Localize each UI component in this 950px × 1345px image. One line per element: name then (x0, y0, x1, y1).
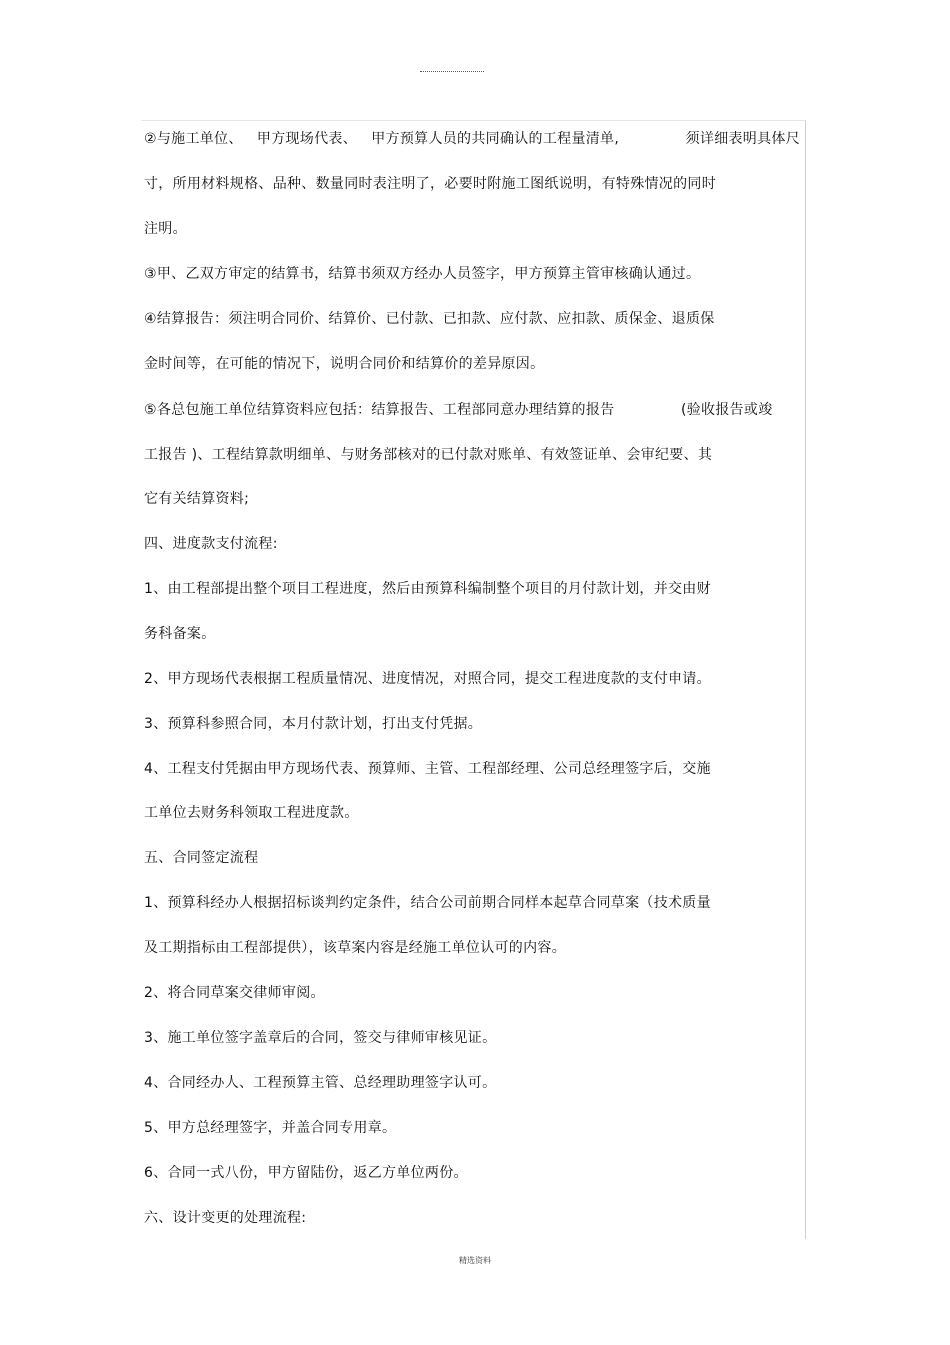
text-line: ③甲、乙双方审定的结算书，结算书须双方经办人员签字，甲方预算主管审核确认通过。 (144, 266, 701, 282)
section-heading: 四、进度款支付流程: (144, 536, 278, 552)
text-line: 5、甲方总经理签字，并盖合同专用章。 (144, 1120, 397, 1136)
text-line: 及工期指标由工程部提供），该草案内容是经施工单位认可的内容。 (144, 940, 566, 956)
text-line: 1、预算科经办人根据招标谈判约定条件，结合公司前期合同样本起草合同草案（技术质量 (144, 895, 711, 911)
text-line: 4、合同经办人、工程预算主管、总经理助理签字认可。 (144, 1075, 497, 1091)
text-line: 务科备案。 (144, 626, 216, 642)
text-line: 它有关结算资料; (144, 491, 250, 507)
page-footer: 精选资料 (459, 1256, 491, 1265)
text-line: 注明。 (144, 221, 187, 237)
text-line: 3、预算科参照合同，本月付款计划，打出支付凭据。 (144, 716, 483, 732)
section-heading: 五、合同签定流程 (144, 850, 259, 866)
text-line: 金时间等，在可能的情况下，说明合同价和结算价的差异原因。 (144, 356, 545, 372)
text-line: ⑤各总包施工单位结算资料应包括：结算报告、工程部同意办理结算的报告 (验收报告或竣 (144, 402, 773, 418)
text-line: 1、由工程部提出整个项目工程进度，然后由预算科编制整个项目的月付款计划，并交由财 (144, 581, 711, 597)
text-line: 4、工程支付凭据由甲方现场代表、预算师、主管、工程部经理、公司总经理签字后，交施 (144, 761, 711, 777)
text-line: 2、甲方现场代表根据工程质量情况、进度情况，对照合同，提交工程进度款的支付申请。 (144, 671, 711, 687)
text-line: ④结算报告：须注明合同价、结算价、已付款、已扣款、应付款、应扣款、质保金、退质保 (144, 311, 715, 327)
text-line: ②与施工单位、 甲方现场代表、 甲方预算人员的共同确认的工程量清单, 须详细表明具体尺 (144, 131, 801, 147)
text-line: 2、将合同草案交律师审阅。 (144, 985, 325, 1001)
text-line: 3、施工单位签字盖章后的合同，签交与律师审核见证。 (144, 1030, 497, 1046)
text-line: 工单位去财务科领取工程进度款。 (144, 805, 359, 821)
text-line: 寸，所用材料规格、品种、数量同时表注明了，必要时附施工图纸说明，有特殊情况的同时 (144, 176, 716, 192)
text-line: 6、合同一式八份，甲方留陆份，返乙方单位两份。 (144, 1165, 468, 1181)
section-heading: 六、设计变更的处理流程: (144, 1210, 307, 1226)
header-rule (420, 71, 484, 72)
text-line: 工报告 )、工程结算款明细单、与财务部核对的已付款对账单、有效签证单、会审纪要、其 (144, 447, 713, 463)
